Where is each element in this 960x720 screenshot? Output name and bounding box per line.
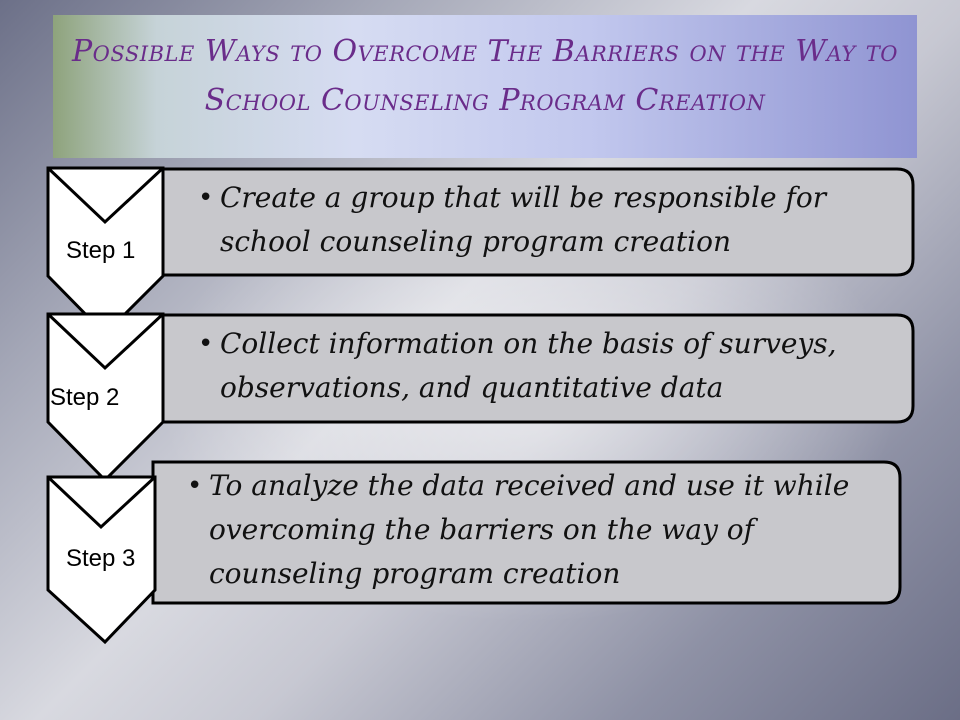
step-1-bullet: [198, 176, 898, 264]
step-2-label: Step 2: [50, 384, 120, 411]
step-1-text: • Create a group that will be responsible for school counseling program creation: [198, 176, 898, 264]
step-2-text: • Collect information on the basis of surveys, observations, and quantitative data: [198, 322, 898, 410]
step-1-label: Step 1: [66, 237, 136, 264]
step-3-bullet: [187, 464, 895, 596]
step-2-bullet: [198, 322, 898, 410]
slide-title: Possible Ways to Overcome The Barriers on the Way to School Counseling Program Creation: [71, 34, 899, 118]
step-3-label: Step 3: [66, 545, 136, 572]
step-3-text: • To analyze the data received and use it while overcoming the barriers on the way of counseling program creation: [187, 464, 895, 596]
